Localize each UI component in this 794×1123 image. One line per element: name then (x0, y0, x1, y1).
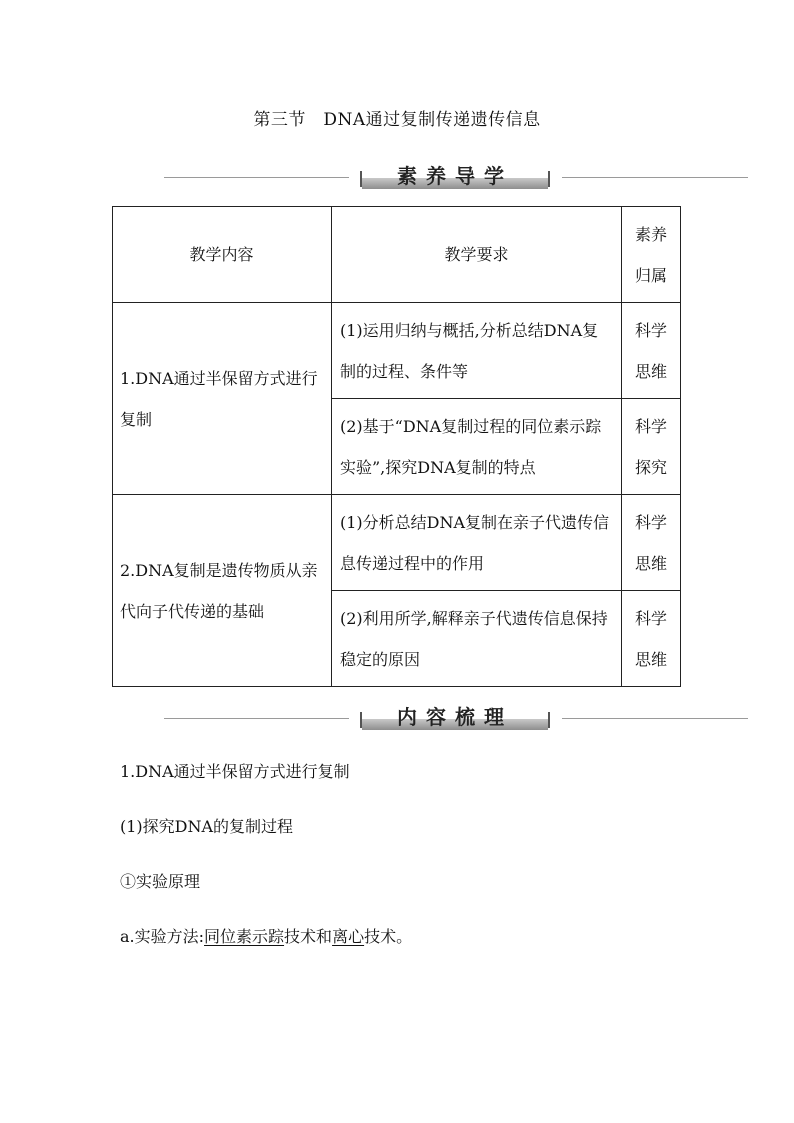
method-suffix: 技术。 (364, 927, 413, 946)
content-cell: 2.DNA复制是遗传物质从亲代向子代传递的基础 (113, 495, 332, 687)
banner-rule-left (164, 177, 349, 178)
header-requirement: 教学要求 (332, 207, 622, 303)
fill-blank-answer: 离心 (332, 927, 365, 946)
table-row (113, 495, 681, 591)
requirement-cell: (2)基于“DNA复制过程的同位素示踪实验”,探究DNA复制的特点 (332, 399, 622, 495)
fill-blank-answer: 同位素示踪 (204, 927, 285, 946)
experiment-method-line (120, 924, 412, 947)
content-cell: 1.DNA通过半保留方式进行复制 (113, 303, 332, 495)
table-header-row (113, 207, 681, 303)
section-banner-outline (160, 704, 750, 734)
banner-badge (360, 704, 550, 732)
section-banner-guide (160, 163, 750, 193)
header-content: 教学内容 (113, 207, 332, 303)
outline-heading-2: (1)探究DNA的复制过程 (120, 817, 294, 836)
requirement-cell: (1)运用归纳与概括,分析总结DNA复制的过程、条件等 (332, 303, 622, 399)
method-middle: 技术和 (284, 927, 333, 946)
requirement-cell: (2)利用所学,解释亲子代遗传信息保持稳定的原因 (332, 591, 622, 687)
banner-rule-left (164, 718, 349, 719)
header-literacy: 素养归属 (622, 207, 681, 303)
literacy-cell: 科学思维 (622, 303, 681, 399)
table-row (113, 303, 681, 399)
outline-heading-1: 1.DNA通过半保留方式进行复制 (120, 762, 350, 781)
banner-title-outline: 内容梳理 (397, 705, 513, 729)
teaching-plan-table (112, 206, 681, 687)
page-title: 第三节 DNA通过复制传递遗传信息 (253, 110, 541, 130)
banner-rule-right (562, 718, 748, 719)
banner-rule-right (562, 177, 748, 178)
literacy-cell: 科学思维 (622, 495, 681, 591)
requirement-cell: (1)分析总结DNA复制在亲子代遗传信息传递过程中的作用 (332, 495, 622, 591)
literacy-cell: 科学思维 (622, 591, 681, 687)
outline-heading-3: ①实验原理 (120, 872, 201, 891)
literacy-cell: 科学探究 (622, 399, 681, 495)
method-prefix: a.实验方法: (120, 927, 205, 946)
banner-badge (360, 163, 550, 191)
banner-title-guide: 素养导学 (397, 164, 513, 188)
